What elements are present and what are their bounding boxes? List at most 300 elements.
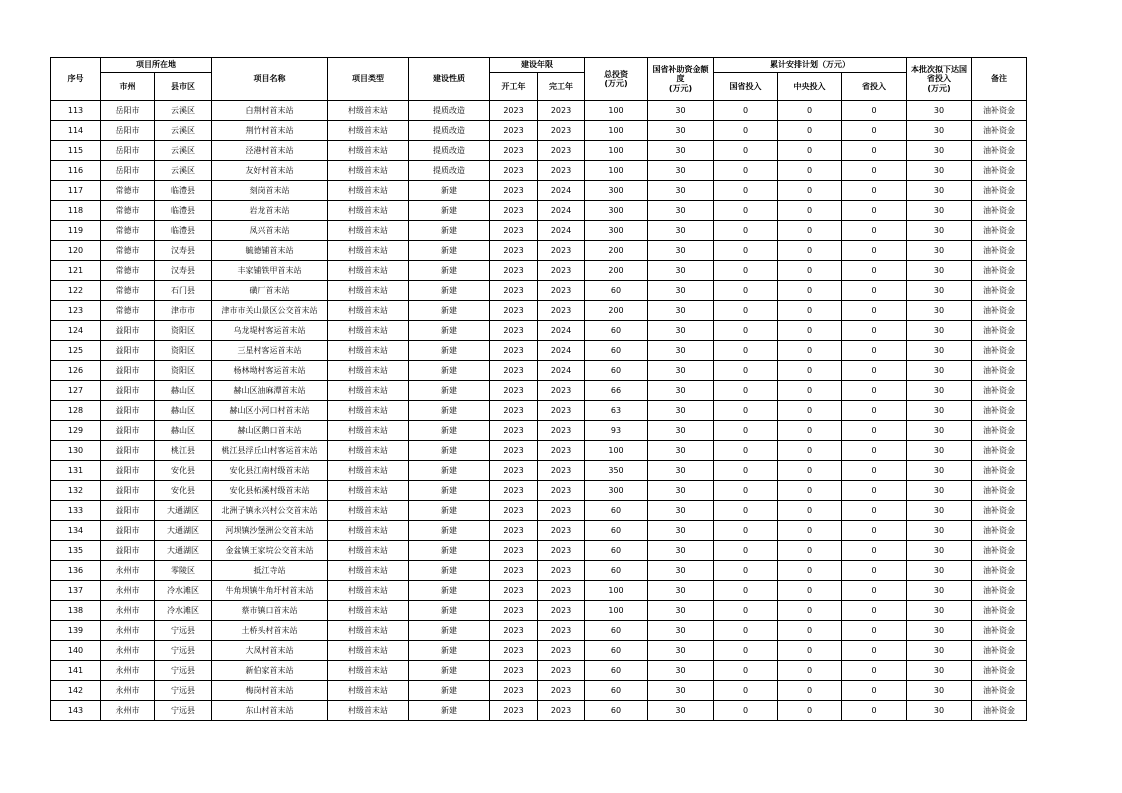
- cell-construction-nature: 新建: [409, 461, 490, 481]
- cell-project-name: 安化县柘溪村级首末站: [212, 481, 328, 501]
- cell-seq: 114: [51, 121, 101, 141]
- table-row: [51, 321, 1027, 341]
- cell-end-year: 2023: [538, 241, 585, 261]
- cell-construction-nature: 新建: [409, 521, 490, 541]
- cell-project-name: 河坝镇沙堡洲公交首末站: [212, 521, 328, 541]
- cell-project-type: 村级首末站: [328, 581, 409, 601]
- cell-construction-nature: 新建: [409, 441, 490, 461]
- cell-city: 常德市: [101, 221, 155, 241]
- cell-project-type: 村级首末站: [328, 221, 409, 241]
- cell-construction-nature: 新建: [409, 501, 490, 521]
- cell-subsidy: 30: [648, 401, 714, 421]
- cell-end-year: 2023: [538, 541, 585, 561]
- cell-batch: 30: [907, 241, 972, 261]
- cell-remark: 油补资金: [972, 561, 1027, 581]
- cell-end-year: 2023: [538, 641, 585, 661]
- table-row: [51, 261, 1027, 281]
- cell-construction-nature: 新建: [409, 401, 490, 421]
- cell-national-provincial: 0: [714, 261, 778, 281]
- cell-construction-nature: 新建: [409, 321, 490, 341]
- cell-national-provincial: 0: [714, 141, 778, 161]
- cell-subsidy: 30: [648, 261, 714, 281]
- cell-subsidy: 30: [648, 601, 714, 621]
- cell-total-investment: 100: [585, 441, 648, 461]
- cell-national-provincial: 0: [714, 161, 778, 181]
- header-subsidy: [648, 58, 714, 101]
- cell-project-type: 村级首末站: [328, 501, 409, 521]
- cell-county: 桃江县: [155, 441, 212, 461]
- cell-total-investment: 60: [585, 701, 648, 721]
- cell-construction-nature: 提质改造: [409, 121, 490, 141]
- cell-end-year: 2023: [538, 381, 585, 401]
- header-subsidy-line2: 度: [676, 74, 685, 84]
- cell-seq: 133: [51, 501, 101, 521]
- cell-seq: 113: [51, 101, 101, 121]
- cell-project-name: 赫山区油麻潭首末站: [212, 381, 328, 401]
- cell-county: 赫山区: [155, 381, 212, 401]
- cell-start-year: 2023: [490, 601, 538, 621]
- cell-project-type: 村级首末站: [328, 281, 409, 301]
- cell-subsidy: 30: [648, 481, 714, 501]
- cell-project-name: 抵江寺站: [212, 561, 328, 581]
- cell-construction-nature: 新建: [409, 421, 490, 441]
- cell-project-type: 村级首末站: [328, 341, 409, 361]
- cell-remark: 油补资金: [972, 141, 1027, 161]
- cell-national-provincial: 0: [714, 121, 778, 141]
- cell-project-type: 村级首末站: [328, 641, 409, 661]
- cell-city: 益阳市: [101, 401, 155, 421]
- cell-central: 0: [778, 221, 842, 241]
- header-seq: 序号: [51, 58, 101, 101]
- cell-central: 0: [778, 321, 842, 341]
- cell-end-year: 2023: [538, 601, 585, 621]
- cell-subsidy: 30: [648, 701, 714, 721]
- cell-city: 益阳市: [101, 501, 155, 521]
- cell-remark: 油补资金: [972, 101, 1027, 121]
- cell-construction-nature: 提质改造: [409, 101, 490, 121]
- table-body: [51, 101, 1027, 721]
- cell-city: 岳阳市: [101, 121, 155, 141]
- cell-city: 益阳市: [101, 421, 155, 441]
- cell-county: 资阳区: [155, 361, 212, 381]
- cell-national-provincial: 0: [714, 301, 778, 321]
- cell-start-year: 2023: [490, 541, 538, 561]
- cell-county: 宁远县: [155, 701, 212, 721]
- cell-start-year: 2023: [490, 621, 538, 641]
- cell-seq: 122: [51, 281, 101, 301]
- cell-subsidy: 30: [648, 281, 714, 301]
- cell-remark: 油补资金: [972, 401, 1027, 421]
- cell-provincial: 0: [842, 361, 907, 381]
- cell-city: 益阳市: [101, 441, 155, 461]
- cell-seq: 115: [51, 141, 101, 161]
- header-national-provincial: 国省投入: [714, 73, 778, 101]
- table-row: [51, 421, 1027, 441]
- cell-provincial: 0: [842, 701, 907, 721]
- cell-provincial: 0: [842, 621, 907, 641]
- cell-seq: 138: [51, 601, 101, 621]
- table-row: [51, 621, 1027, 641]
- cell-total-investment: 200: [585, 261, 648, 281]
- cell-provincial: 0: [842, 161, 907, 181]
- cell-county: 资阳区: [155, 321, 212, 341]
- cell-seq: 119: [51, 221, 101, 241]
- cell-central: 0: [778, 381, 842, 401]
- cell-remark: 油补资金: [972, 341, 1027, 361]
- table-row: [51, 701, 1027, 721]
- cell-subsidy: 30: [648, 181, 714, 201]
- cell-county: 安化县: [155, 481, 212, 501]
- cell-total-investment: 60: [585, 681, 648, 701]
- cell-project-type: 村级首末站: [328, 161, 409, 181]
- table-row: [51, 501, 1027, 521]
- cell-remark: 油补资金: [972, 661, 1027, 681]
- cell-construction-nature: 新建: [409, 601, 490, 621]
- cell-central: 0: [778, 481, 842, 501]
- cell-central: 0: [778, 341, 842, 361]
- cell-start-year: 2023: [490, 281, 538, 301]
- cell-batch: 30: [907, 121, 972, 141]
- cell-construction-nature: 新建: [409, 541, 490, 561]
- table-row: [51, 221, 1027, 241]
- cell-national-provincial: 0: [714, 341, 778, 361]
- cell-remark: 油补资金: [972, 161, 1027, 181]
- cell-remark: 油补资金: [972, 321, 1027, 341]
- cell-central: 0: [778, 201, 842, 221]
- cell-batch: 30: [907, 361, 972, 381]
- cell-batch: 30: [907, 261, 972, 281]
- cell-end-year: 2024: [538, 321, 585, 341]
- cell-project-name: 丰家铺铁甲首末站: [212, 261, 328, 281]
- cell-total-investment: 300: [585, 221, 648, 241]
- cell-national-provincial: 0: [714, 401, 778, 421]
- table-row: [51, 341, 1027, 361]
- table-row: [51, 161, 1027, 181]
- cell-central: 0: [778, 101, 842, 121]
- cell-remark: 油补资金: [972, 181, 1027, 201]
- cell-central: 0: [778, 561, 842, 581]
- cell-remark: 油补资金: [972, 221, 1027, 241]
- cell-project-type: 村级首末站: [328, 361, 409, 381]
- cell-central: 0: [778, 301, 842, 321]
- cell-construction-nature: 新建: [409, 701, 490, 721]
- cell-county: 赫山区: [155, 401, 212, 421]
- header-subsidy-line1: 国省补助资金额: [652, 65, 709, 75]
- cell-construction-nature: 新建: [409, 381, 490, 401]
- cell-start-year: 2023: [490, 101, 538, 121]
- cell-end-year: 2023: [538, 121, 585, 141]
- cell-provincial: 0: [842, 561, 907, 581]
- cell-county: 赫山区: [155, 421, 212, 441]
- cell-total-investment: 63: [585, 401, 648, 421]
- cell-subsidy: 30: [648, 581, 714, 601]
- cell-project-name: 津市市关山景区公交首末站: [212, 301, 328, 321]
- cell-county: 宁远县: [155, 621, 212, 641]
- cell-project-type: 村级首末站: [328, 601, 409, 621]
- cell-central: 0: [778, 241, 842, 261]
- cell-end-year: 2023: [538, 701, 585, 721]
- cell-project-type: 村级首末站: [328, 241, 409, 261]
- cell-total-investment: 60: [585, 341, 648, 361]
- cell-remark: 油补资金: [972, 201, 1027, 221]
- cell-total-investment: 100: [585, 101, 648, 121]
- table-header: [51, 58, 1027, 101]
- cell-remark: 油补资金: [972, 121, 1027, 141]
- table-row: [51, 141, 1027, 161]
- cell-total-investment: 300: [585, 181, 648, 201]
- cell-central: 0: [778, 461, 842, 481]
- cell-subsidy: 30: [648, 161, 714, 181]
- cell-subsidy: 30: [648, 621, 714, 641]
- cell-project-type: 村级首末站: [328, 661, 409, 681]
- cell-batch: 30: [907, 541, 972, 561]
- cell-project-name: 乌龙堤村客运首末站: [212, 321, 328, 341]
- cell-national-provincial: 0: [714, 441, 778, 461]
- cell-project-name: 刻岗首末站: [212, 181, 328, 201]
- cell-end-year: 2023: [538, 461, 585, 481]
- cell-end-year: 2023: [538, 141, 585, 161]
- cell-central: 0: [778, 581, 842, 601]
- cell-batch: 30: [907, 181, 972, 201]
- cell-project-type: 村级首末站: [328, 321, 409, 341]
- cell-project-name: 泾港村首末站: [212, 141, 328, 161]
- table-row: [51, 441, 1027, 461]
- table-row: [51, 661, 1027, 681]
- cell-seq: 129: [51, 421, 101, 441]
- cell-county: 云溪区: [155, 121, 212, 141]
- cell-subsidy: 30: [648, 201, 714, 221]
- cell-remark: 油补资金: [972, 701, 1027, 721]
- cell-construction-nature: 新建: [409, 301, 490, 321]
- cell-provincial: 0: [842, 601, 907, 621]
- cell-national-provincial: 0: [714, 541, 778, 561]
- cell-start-year: 2023: [490, 481, 538, 501]
- cell-city: 常德市: [101, 281, 155, 301]
- cell-construction-nature: 新建: [409, 561, 490, 581]
- cell-central: 0: [778, 601, 842, 621]
- cell-central: 0: [778, 361, 842, 381]
- cell-construction-nature: 新建: [409, 621, 490, 641]
- cell-batch: 30: [907, 621, 972, 641]
- cell-county: 宁远县: [155, 681, 212, 701]
- cell-start-year: 2023: [490, 361, 538, 381]
- cell-total-investment: 300: [585, 481, 648, 501]
- cell-project-name: 桃江县浮丘山村客运首末站: [212, 441, 328, 461]
- cell-national-provincial: 0: [714, 521, 778, 541]
- cell-remark: 油补资金: [972, 381, 1027, 401]
- cell-city: 永州市: [101, 701, 155, 721]
- cell-construction-nature: 提质改造: [409, 141, 490, 161]
- cell-start-year: 2023: [490, 701, 538, 721]
- header-batch-line3: (万元): [927, 83, 951, 93]
- cell-subsidy: 30: [648, 301, 714, 321]
- cell-city: 益阳市: [101, 361, 155, 381]
- cell-project-name: 友好村首末站: [212, 161, 328, 181]
- cell-city: 永州市: [101, 621, 155, 641]
- cell-construction-nature: 新建: [409, 341, 490, 361]
- cell-provincial: 0: [842, 681, 907, 701]
- cell-seq: 123: [51, 301, 101, 321]
- cell-start-year: 2023: [490, 441, 538, 461]
- cell-county: 云溪区: [155, 161, 212, 181]
- cell-provincial: 0: [842, 181, 907, 201]
- header-provincial: 省投入: [842, 73, 907, 101]
- table-row: [51, 681, 1027, 701]
- cell-start-year: 2023: [490, 461, 538, 481]
- cell-project-name: 土桥头村首末站: [212, 621, 328, 641]
- cell-central: 0: [778, 141, 842, 161]
- cell-batch: 30: [907, 101, 972, 121]
- cell-project-type: 村级首末站: [328, 301, 409, 321]
- cell-start-year: 2023: [490, 661, 538, 681]
- cell-city: 常德市: [101, 261, 155, 281]
- table-row: [51, 401, 1027, 421]
- table-row: [51, 201, 1027, 221]
- cell-project-type: 村级首末站: [328, 121, 409, 141]
- cell-provincial: 0: [842, 641, 907, 661]
- cell-project-name: 蔡市镇口首末站: [212, 601, 328, 621]
- cell-batch: 30: [907, 661, 972, 681]
- cell-project-name: 岩龙首末站: [212, 201, 328, 221]
- cell-start-year: 2023: [490, 561, 538, 581]
- cell-seq: 121: [51, 261, 101, 281]
- cell-city: 永州市: [101, 601, 155, 621]
- cell-provincial: 0: [842, 141, 907, 161]
- table-row: [51, 281, 1027, 301]
- cell-construction-nature: 新建: [409, 261, 490, 281]
- cell-remark: 油补资金: [972, 261, 1027, 281]
- cell-batch: 30: [907, 281, 972, 301]
- cell-remark: 油补资金: [972, 441, 1027, 461]
- cell-project-type: 村级首末站: [328, 261, 409, 281]
- cell-county: 石门县: [155, 281, 212, 301]
- cell-subsidy: 30: [648, 321, 714, 341]
- cell-national-provincial: 0: [714, 681, 778, 701]
- header-project-type: 项目类型: [328, 58, 409, 101]
- cell-national-provincial: 0: [714, 181, 778, 201]
- cell-provincial: 0: [842, 281, 907, 301]
- cell-provincial: 0: [842, 221, 907, 241]
- cell-start-year: 2023: [490, 421, 538, 441]
- cell-construction-nature: 新建: [409, 201, 490, 221]
- header-batch-line2: 省投入: [927, 74, 951, 84]
- cell-city: 常德市: [101, 301, 155, 321]
- cell-project-name: 牛角坝镇牛角圩村首末站: [212, 581, 328, 601]
- cell-batch: 30: [907, 141, 972, 161]
- cell-total-investment: 100: [585, 141, 648, 161]
- cell-start-year: 2023: [490, 141, 538, 161]
- cell-project-type: 村级首末站: [328, 181, 409, 201]
- header-start-year: 开工年: [490, 73, 538, 101]
- cell-central: 0: [778, 161, 842, 181]
- cell-batch: 30: [907, 521, 972, 541]
- cell-total-investment: 60: [585, 521, 648, 541]
- project-table: [50, 57, 1027, 721]
- cell-start-year: 2023: [490, 381, 538, 401]
- table-row: [51, 481, 1027, 501]
- cell-project-type: 村级首末站: [328, 561, 409, 581]
- cell-remark: 油补资金: [972, 481, 1027, 501]
- cell-city: 永州市: [101, 581, 155, 601]
- cell-national-provincial: 0: [714, 421, 778, 441]
- cell-start-year: 2023: [490, 581, 538, 601]
- cell-total-investment: 66: [585, 381, 648, 401]
- cell-end-year: 2023: [538, 261, 585, 281]
- header-construction-nature: 建设性质: [409, 58, 490, 101]
- cell-national-provincial: 0: [714, 321, 778, 341]
- cell-end-year: 2023: [538, 561, 585, 581]
- cell-start-year: 2023: [490, 401, 538, 421]
- cell-county: 安化县: [155, 461, 212, 481]
- cell-subsidy: 30: [648, 661, 714, 681]
- cell-seq: 139: [51, 621, 101, 641]
- cell-start-year: 2023: [490, 301, 538, 321]
- cell-project-name: 毓德铺首末站: [212, 241, 328, 261]
- cell-batch: 30: [907, 341, 972, 361]
- cell-subsidy: 30: [648, 561, 714, 581]
- cell-project-name: 北洲子镇永兴村公交首末站: [212, 501, 328, 521]
- cell-national-provincial: 0: [714, 601, 778, 621]
- cell-end-year: 2023: [538, 581, 585, 601]
- cell-start-year: 2023: [490, 341, 538, 361]
- cell-seq: 131: [51, 461, 101, 481]
- cell-batch: 30: [907, 401, 972, 421]
- cell-start-year: 2023: [490, 221, 538, 241]
- cell-project-type: 村级首末站: [328, 681, 409, 701]
- cell-central: 0: [778, 401, 842, 421]
- cell-batch: 30: [907, 461, 972, 481]
- cell-seq: 116: [51, 161, 101, 181]
- cell-total-investment: 60: [585, 501, 648, 521]
- cell-end-year: 2023: [538, 681, 585, 701]
- cell-subsidy: 30: [648, 541, 714, 561]
- cell-provincial: 0: [842, 661, 907, 681]
- cell-provincial: 0: [842, 101, 907, 121]
- cell-project-name: 大凤村首末站: [212, 641, 328, 661]
- cell-total-investment: 350: [585, 461, 648, 481]
- cell-end-year: 2023: [538, 101, 585, 121]
- cell-central: 0: [778, 441, 842, 461]
- cell-total-investment: 60: [585, 281, 648, 301]
- cell-county: 资阳区: [155, 341, 212, 361]
- header-city: 市州: [101, 73, 155, 101]
- header-period-group: 建设年限: [490, 58, 585, 73]
- cell-central: 0: [778, 281, 842, 301]
- cell-end-year: 2023: [538, 521, 585, 541]
- cell-central: 0: [778, 541, 842, 561]
- cell-national-provincial: 0: [714, 621, 778, 641]
- cell-provincial: 0: [842, 481, 907, 501]
- cell-batch: 30: [907, 641, 972, 661]
- cell-construction-nature: 新建: [409, 641, 490, 661]
- header-location-group: 项目所在地: [101, 58, 212, 73]
- cell-central: 0: [778, 661, 842, 681]
- cell-total-investment: 93: [585, 421, 648, 441]
- cell-batch: 30: [907, 481, 972, 501]
- cell-provincial: 0: [842, 241, 907, 261]
- cell-county: 大通湖区: [155, 501, 212, 521]
- cell-project-type: 村级首末站: [328, 141, 409, 161]
- cell-remark: 油补资金: [972, 361, 1027, 381]
- table-row: [51, 101, 1027, 121]
- cell-remark: 油补资金: [972, 521, 1027, 541]
- cell-city: 永州市: [101, 661, 155, 681]
- cell-central: 0: [778, 261, 842, 281]
- cell-total-investment: 100: [585, 581, 648, 601]
- cell-city: 永州市: [101, 641, 155, 661]
- cell-seq: 142: [51, 681, 101, 701]
- cell-county: 冷水滩区: [155, 601, 212, 621]
